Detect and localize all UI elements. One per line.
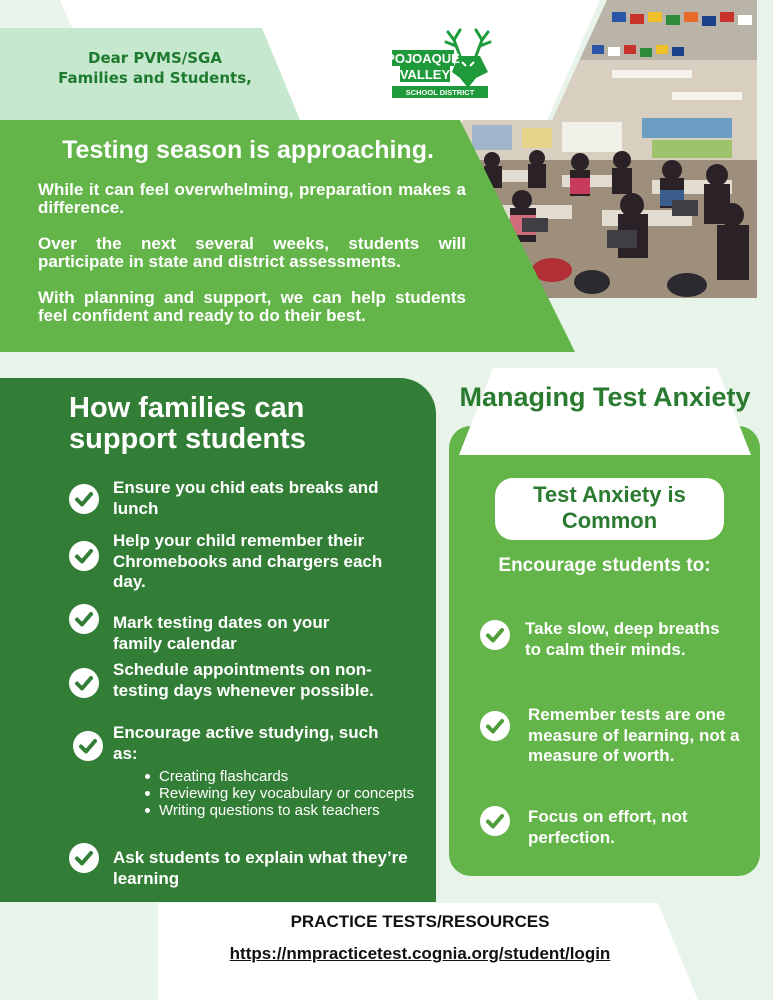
families-item: Encourage active studying, such as: [113,723,379,763]
encourage-heading: Encourage students to: [498,555,711,576]
anxiety-item: Take slow, deep breaths to calm their minds. [525,619,720,659]
check-circle-icon [69,541,99,571]
anxiety-subtitle: Test Anxiety is Common [533,482,686,533]
practice-tests-link[interactable]: https://nmpracticetest.cognia.org/student/login [229,944,611,963]
list-item: Reviewing key vocabulary or concepts [140,785,430,802]
intro-paragraph: With planning and support, we can help students feel confident and ready to do their best. [38,288,466,325]
check-circle-icon [69,484,99,514]
check-circle-icon [73,731,103,761]
families-item: Help your child remember their Chromebooks and chargers each day. [113,531,383,591]
families-item: Schedule appointments on non-testing days whenever possible. [113,660,374,700]
families-title: How families can support students [69,392,306,455]
greeting-line-2: Families and Students, [58,69,252,87]
footer-title: PRACTICE TESTS/RESOURCES [290,912,550,931]
anxiety-item: Focus on effort, not perfection. [528,807,688,847]
intro-paragraph: Over the next several weeks, students will participate in state and district assessments. [38,234,466,271]
list-item: Creating flashcards [140,768,430,785]
logo-line-1: POJOAQUE [390,51,460,66]
families-item: Mark testing dates on your family calendar [113,613,330,653]
logo-line-3: SCHOOL DISTRICT [405,88,475,97]
study-examples-list [140,768,430,819]
check-circle-icon [69,668,99,698]
check-circle-icon [480,806,510,836]
anxiety-title: Managing Test Anxiety [459,382,751,412]
list-item: Writing questions to ask teachers [140,802,430,819]
greeting [40,48,270,88]
intro-title: Testing season is approaching. [62,136,434,164]
families-item: Ask students to explain what they’re learning [113,848,408,888]
district-logo [390,26,508,100]
greeting-line-1: Dear PVMS/SGA [88,49,222,67]
anxiety-item: Remember tests are one measure of learning, not a measure of worth. [528,705,740,765]
check-circle-icon [69,843,99,873]
elk-head-icon [390,26,508,100]
logo-line-2: VALLEY [399,67,451,82]
check-circle-icon [480,711,510,741]
families-item: Ensure you chid eats breaks and lunch [113,478,379,518]
check-circle-icon [69,604,99,634]
intro-paragraph: While it can feel overwhelming, preparation makes a difference. [38,180,466,217]
check-circle-icon [480,620,510,650]
